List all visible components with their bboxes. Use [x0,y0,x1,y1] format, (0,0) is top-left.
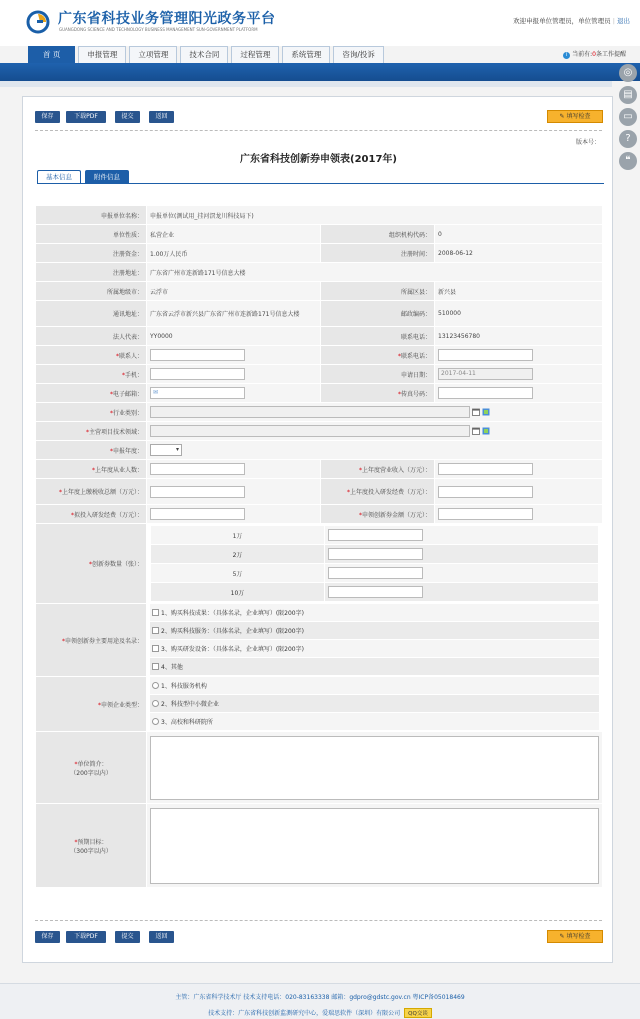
city-value: 云浮市 [147,282,321,301]
divider [35,920,602,921]
label: *拟投入研发经费（万元）： [36,505,147,524]
phone-value: 13123456780 [435,327,603,346]
label: *单位简介： （200字以内） [36,732,147,804]
year-label: 申报年度： [112,447,143,455]
ent-type-option-label: 3、高校和科研院所 [161,719,213,726]
site-subtitle: GUANGDONG SCIENCE AND TECHNOLOGY BUSINESS MANAGEMENT SUN-GOVERNMENT PLATFORM [59,27,258,32]
site-title: 广东省科技业务管理阳光政务平台 [58,11,276,27]
voucher-amount-cell [435,505,603,524]
check-button-bottom[interactable] [547,930,603,943]
label: 法人代表： [36,327,147,346]
denom-5-cell [325,564,599,583]
checkbox[interactable] [152,645,159,652]
goal-label: 预期目标： [77,838,108,846]
check-icon: ✎ [559,933,565,940]
staff-input[interactable] [150,463,245,475]
label: *预期目标： （300字以内） [36,804,147,888]
apply-date-cell [435,365,603,384]
usage-option-label: 2、购买科技服务：（具体名录，企业填写）(限200字) [161,628,304,635]
usage-option-2[interactable] [150,622,599,640]
label: *申领创新券主要用途及名录： [36,604,147,677]
tab-basic-info[interactable]: 基本信息 [37,170,81,184]
industry-cell [147,403,603,422]
nav-project[interactable]: 立项管理 [129,46,177,63]
radio[interactable] [152,700,159,707]
side-toolbar [619,64,637,174]
label: 所属区县： [321,282,435,301]
email-input[interactable] [150,387,245,399]
label: *主营项目技术领域： [36,422,147,441]
nav-declare[interactable]: 申报管理 [78,46,126,63]
label: 申请日期： [321,365,435,384]
revenue-input[interactable] [438,463,533,475]
usage-option-4[interactable] [150,658,599,676]
goal-textarea[interactable] [150,808,599,884]
denom-5-input[interactable] [328,567,423,579]
usage-option-label: 1、购买科技成果：（具体名录，企业填写）(限200字) [161,610,304,617]
denom-2-input[interactable] [328,548,423,560]
nav-ribbon [0,81,612,87]
select-icon[interactable] [482,427,490,435]
footer-support: 技术支持：广东省科技创新监测研究中心，爱瑞思软件（深圳）有限公司 [208,1010,401,1017]
intro-label: 单位简介： [77,760,108,768]
contact-input[interactable] [150,349,245,361]
apply-date-input: 2017-04-11 [438,368,533,380]
mobile-cell [147,365,321,384]
mobile-input[interactable] [150,368,245,380]
mail-addr-value: 广东省云浮市新兴县广东省广州市连新路171号信息大楼 [147,301,321,327]
todo-prefix: 当前有: [572,51,593,58]
intro-textarea[interactable] [150,736,599,800]
check-label: 填写检查 [566,113,591,120]
denom-10: 10万 [151,583,325,602]
check-label: 填写检查 [566,933,591,940]
label: *电子邮箱： [36,384,147,403]
email-cell [147,384,321,403]
compass-icon[interactable]: ◎ [619,64,637,82]
download-pdf-button-bottom[interactable]: 下载PDF [66,931,106,943]
voucher-count-cell [147,524,603,604]
label: *联系电话： [321,346,435,365]
ent-type-option-1[interactable] [150,677,599,695]
usage-option-label: 3、购买研发设备：（具体名录，企业填写）(限200字) [161,646,304,653]
usage-option-label: 4、其他 [161,664,183,671]
year-select[interactable]: ▾ [150,444,182,456]
todo-reminder[interactable] [563,49,626,59]
ent-type-option-3[interactable] [150,713,599,731]
staff-cell [147,460,321,479]
radio[interactable] [152,682,159,689]
chat-icon[interactable]: ❝ [619,152,637,170]
plan-rd-label: 拟投入研发经费（万元）： [73,511,143,519]
tech-field-label: 主营项目技术领域： [88,428,143,436]
calendar-icon[interactable] [472,427,480,435]
tax-label: 上年度上缴税收总额（万元）： [61,489,143,496]
tab-underline [37,183,604,184]
label: 所属地级市： [36,282,147,301]
mobile-label: 手机： [124,371,143,379]
save-button-bottom[interactable]: 保存 [35,931,60,943]
label: 组织机构代码： [321,225,435,244]
todo-suffix: 条工作提醒 [595,51,626,58]
welcome-text: 欢迎申报单位管理员，单位管理员 | 退出 [513,17,630,25]
back-button-bottom[interactable]: 返回 [149,931,174,943]
form-tabs [37,170,129,184]
ent-type-cell [147,677,603,732]
fax-input[interactable] [438,387,533,399]
check-button[interactable] [547,110,603,123]
district-value: 新兴县 [435,282,603,301]
label: 注册资金： [36,244,147,263]
nav-contract[interactable]: 技术合同 [180,46,228,63]
label: *上年度营业收入（万元）： [321,460,435,479]
staff-label: 上年度从业人数： [94,466,143,474]
denom-1-cell [325,526,599,545]
label: *上年度上缴税收总额（万元）： [36,479,147,505]
submit-button[interactable]: 提交 [115,111,140,123]
document-icon[interactable]: ▤ [619,86,637,104]
applicant-value: 申报单位(测试用_挂河滘龙川科技局下) [147,206,603,225]
tab-attachments[interactable]: 附件信息 [85,170,129,184]
contact-cell [147,346,321,365]
mail-icon: ✉ [153,389,159,396]
plan-rd-cell [147,505,321,524]
industry-input[interactable] [150,406,470,418]
form-table [35,205,603,888]
help-icon[interactable]: ? [619,130,637,148]
tech-field-cell [147,422,603,441]
label: *申报年度： [36,441,147,460]
label: *上年度投入研发经费（万元）： [321,479,435,505]
plan-rd-input[interactable] [150,508,245,520]
doc-number: 版本号： [575,139,600,146]
label: *手机： [36,365,147,384]
qq-chat-button[interactable]: QQ交谈 [404,1008,432,1018]
form-panel [22,96,613,963]
contact-label: 联系人： [118,352,143,360]
nav-process[interactable]: 过程管理 [231,46,279,63]
logout-link[interactable]: 退出 [617,17,630,25]
form-title: 广东省科技创新券申领表(2017年) [240,154,397,165]
goal-hint: （300字以内） [70,847,112,855]
label: 通讯地址： [36,301,147,327]
ent-type-option-label: 2、科技型中小微企业 [161,701,219,708]
main-nav [28,46,384,63]
monitor-icon[interactable]: ▭ [619,108,637,126]
nav-system[interactable]: 系统管理 [282,46,330,63]
usage-option-1[interactable] [150,604,599,622]
calendar-icon[interactable] [472,408,480,416]
revenue-cell [435,460,603,479]
divider [35,130,602,131]
contact-phone-input[interactable] [438,349,533,361]
nav-bar [0,63,640,81]
tax-cell [147,479,321,505]
contact-phone-label: 联系电话： [400,352,431,360]
rd-label: 上年度投入研发经费（万元）： [349,489,431,496]
tech-field-input[interactable] [150,425,470,437]
save-button[interactable]: 保存 [35,111,60,123]
footer-line-2 [0,1008,640,1018]
submit-button-bottom[interactable]: 提交 [115,931,140,943]
legal-value: YY0000 [147,327,321,346]
page-header [0,0,640,46]
usage-cell [147,604,603,677]
voucher-table [150,525,599,602]
download-pdf-button[interactable]: 下载PDF [66,111,106,123]
industry-label: 行业类别： [112,409,143,417]
label: 申报单位名称： [36,206,147,225]
ent-type-option-2[interactable] [150,695,599,713]
label: 注册地址： [36,263,147,282]
tax-input[interactable] [150,486,245,498]
capital-value: 1.00万人民币 [147,244,321,263]
label: *申领创新券金额（万元）： [321,505,435,524]
label: *创新券数量（张）： [36,524,147,604]
check-icon: ✎ [559,113,565,120]
checkbox[interactable] [152,609,159,616]
label: 联系电话： [321,327,435,346]
todo-count: 0 [592,51,596,58]
goal-cell [147,804,603,888]
denom-1: 1万 [151,526,325,545]
year-cell [147,441,603,460]
label: 邮政编码： [321,301,435,327]
postcode-value: 510000 [435,301,603,327]
denom-2: 2万 [151,545,325,564]
denom-2-cell [325,545,599,564]
usage-label: 申领创新券主要用途及名录： [64,637,143,645]
usage-option-3[interactable] [150,640,599,658]
platform-logo-icon [26,10,52,34]
label: 注册时间： [321,244,435,263]
intro-cell [147,732,603,804]
denom-10-cell [325,583,599,602]
select-icon[interactable] [482,408,490,416]
denom-5: 5万 [151,564,325,583]
rd-cell [435,479,603,505]
back-button[interactable]: 返回 [149,111,174,123]
label: *申领企业类型： [36,677,147,732]
ent-type-label: 申领企业类型： [100,701,143,709]
reg-time-value: 2008-06-12 [435,244,603,263]
nature-value: 私营企业 [147,225,321,244]
denom-1-input[interactable] [328,529,423,541]
email-label: 电子邮箱： [112,390,143,398]
radio[interactable] [152,718,159,725]
page-footer [0,983,640,1019]
reg-addr-value: 广东省广州市连新路171号信息大楼 [147,263,603,282]
label: 单位性质： [36,225,147,244]
nav-consult[interactable]: 咨询/投诉 [333,46,384,63]
footer-line-1: 主管：广东省科学技术厅 技术支持电话：020-83163338 邮箱：gdpro@gdstc.gov.cn 粤ICP备05018469 [175,994,465,1001]
revenue-label: 上年度营业收入（万元）： [361,466,431,474]
label: *传真号码： [321,384,435,403]
label: *上年度从业人数： [36,460,147,479]
checkbox[interactable] [152,627,159,634]
intro-hint: （200字以内） [70,769,112,777]
denom-10-input[interactable] [328,586,423,598]
welcome-user: 欢迎申报单位管理员，单位管理员 [513,17,611,25]
voucher-amount-input[interactable] [438,508,533,520]
label: *联系人： [36,346,147,365]
fax-cell [435,384,603,403]
label: *行业类别： [36,403,147,422]
ent-type-option-label: 1、科技服务机构 [161,683,207,690]
contact-phone-cell [435,346,603,365]
voucher-count-label: 创新券数量（张）： [91,561,143,568]
nav-home[interactable]: 首 页 [28,46,75,63]
info-icon: i [563,52,570,59]
checkbox[interactable] [152,663,159,670]
org-code-value: 0 [435,225,603,244]
fax-label: 传真号码： [400,390,431,398]
voucher-amount-label: 申领创新券金额（万元）： [361,511,431,519]
rd-input[interactable] [438,486,533,498]
